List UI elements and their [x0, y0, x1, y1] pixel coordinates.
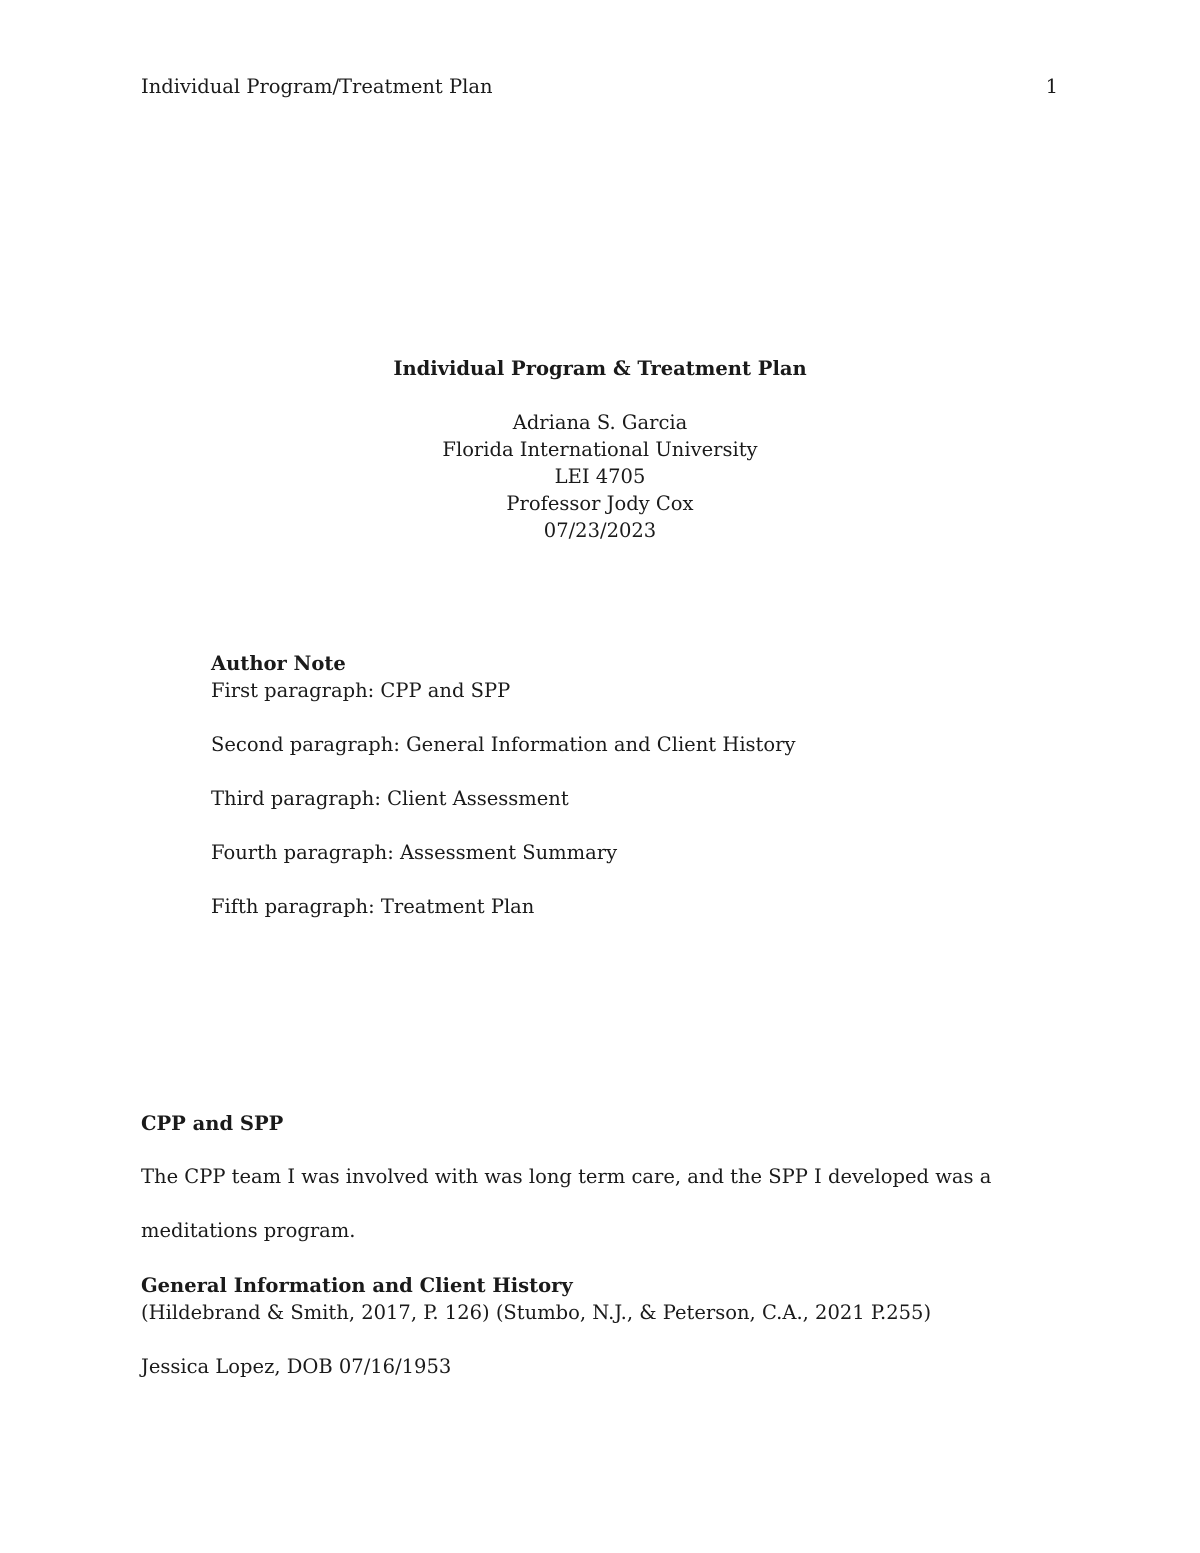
institution: Florida International University	[442, 438, 758, 461]
document-title: Individual Program & Treatment Plan	[393, 357, 807, 380]
course-code: LEI 4705	[554, 465, 646, 488]
paragraph-line: The CPP team I was involved with was long term care, and the SPP I developed was a	[141, 1165, 992, 1188]
citation-line: (Hildebrand & Smith, 2017, P. 126) (Stumbo, N.J., & Peterson, C.A., 2021 P.255)	[141, 1301, 932, 1324]
author-note-heading: Author Note	[211, 652, 346, 675]
author-note-item: Third paragraph: Client Assessment	[211, 787, 569, 810]
section-heading: General Information and Client History	[141, 1274, 573, 1297]
submission-date: 07/23/2023	[543, 519, 657, 542]
section-cpp-spp	[141, 1110, 1061, 1258]
page-number: 1	[1045, 75, 1058, 98]
paragraph-line: meditations program.	[141, 1219, 356, 1242]
author-note-item: First paragraph: CPP and SPP	[211, 679, 511, 702]
author-note-item: Fourth paragraph: Assessment Summary	[211, 841, 618, 864]
running-head: Individual Program/Treatment Plan	[141, 75, 493, 98]
professor-name: Professor Jody Cox	[506, 492, 694, 515]
client-info-line: Jessica Lopez, DOB 07/16/1953	[141, 1355, 452, 1378]
title-block	[0, 355, 1200, 544]
section-heading: CPP and SPP	[141, 1112, 284, 1135]
author-note-item: Fifth paragraph: Treatment Plan	[211, 895, 535, 918]
author-name: Adriana S. Garcia	[512, 411, 688, 434]
author-note	[211, 650, 1111, 920]
section-paragraph	[141, 1150, 1061, 1258]
section-general-info	[141, 1272, 1061, 1380]
author-note-item: Second paragraph: General Information and Client History	[211, 733, 796, 756]
